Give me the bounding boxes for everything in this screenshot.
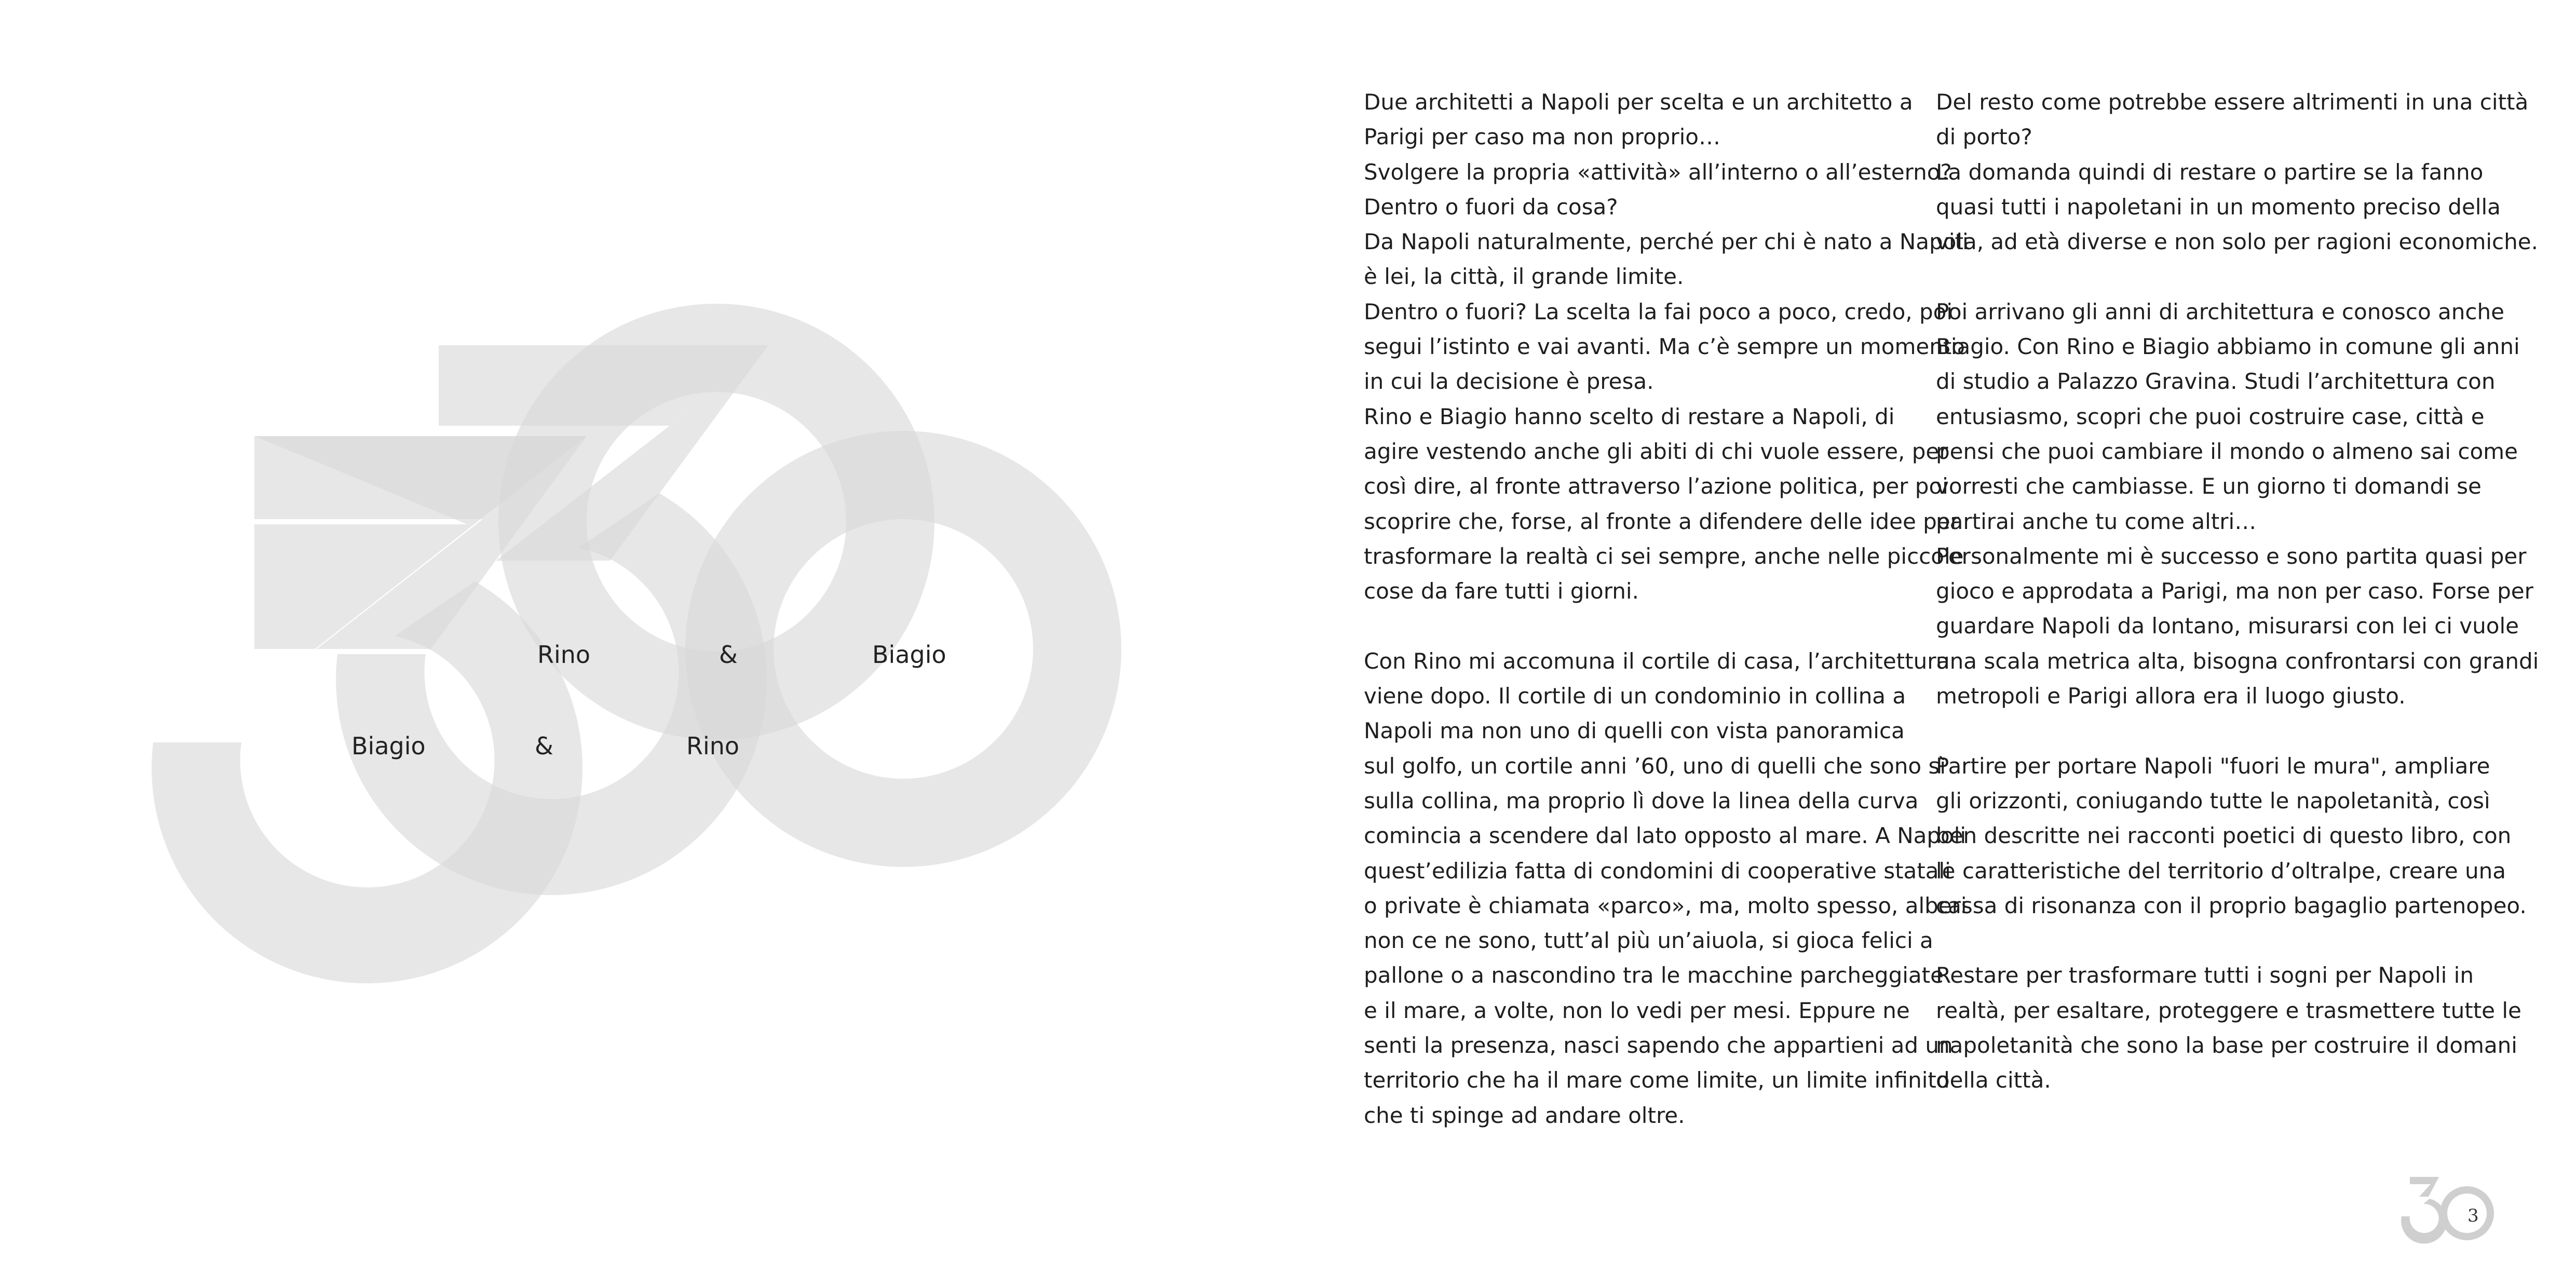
logo-word-biagio-2: Biagio [351,732,426,760]
text-line: vita, ad età diverse e non solo per ragioni economiche. [1936,229,2538,255]
folio-30-logo [2398,1176,2502,1249]
text-line: sul golfo, un cortile anni ’60, uno di quelli che sono sì [1364,753,1946,779]
text-line: le caratteristiche del territorio d’oltralpe, creare una [1936,858,2506,884]
text-line: viene dopo. Il cortile di un condominio in collina a [1364,683,1906,709]
text-line: Due architetti a Napoli per scelta e un architetto a [1364,89,1913,115]
text-line: una scala metrica alta, bisogna confrontarsi con grandi [1936,648,2539,674]
text-line: comincia a scendere dal lato opposto al mare. A Napoli [1364,823,1967,849]
text-line: partirai anche tu come altri… [1936,508,2257,534]
logo-word-ampersand-1: & [719,641,738,669]
page-number: 3 [2467,1205,2479,1226]
text-line: sulla collina, ma proprio lì dove la linea della curva [1364,788,1919,814]
text-line: La domanda quindi di restare o partire se la fanno [1936,159,2484,185]
text-line: Personalmente mi è successo e sono partita quasi per [1936,543,2527,569]
logo-330-graphic [0,0,1246,1038]
text-line: di studio a Palazzo Gravina. Studi l’architettura con [1936,369,2496,395]
text-line: Restare per trasformare tutti i sogni per Napoli in [1936,962,2474,988]
text-line: Parigi per caso ma non proprio… [1364,124,1720,150]
text-column-left [1364,85,1969,1133]
text-line: segui l’istinto e vai avanti. Ma c’è sempre un momento [1364,334,1965,360]
text-line: ben descritte nei racconti poetici di questo libro, con [1936,823,2512,849]
text-line: Svolgere la propria «attività» all’interno o all’esterno? [1364,159,1952,185]
text-line [1936,259,2539,294]
text-line: quasi tutti i napoletani in un momento preciso della [1936,194,2501,220]
text-line [1936,713,2539,748]
text-line: che ti spinge ad andare oltre. [1364,1102,1685,1128]
text-line: Napoli ma non uno di quelli con vista panoramica [1364,718,1905,744]
text-line: cassa di risonanza con il proprio bagaglio partenopeo. [1936,892,2527,918]
text-line: Dentro o fuori? La scelta la fai poco a poco, credo, poi [1364,299,1953,324]
text-line: e il mare, a volte, non lo vedi per mesi. Eppure ne [1364,997,1910,1023]
text-line: è lei, la città, il grande limite. [1364,264,1684,290]
text-line [1936,923,2539,958]
text-column-right [1936,85,2539,1098]
text-line: Del resto come potrebbe essere altrimenti in una città [1936,89,2529,115]
text-line: trasformare la realtà ci sei sempre, anche nelle piccole [1364,543,1964,569]
logo-word-ampersand-2: & [535,732,553,760]
logo-word-rino-2: Rino [686,732,740,760]
text-line: in cui la decisione è presa. [1364,369,1654,395]
text-line: Con Rino mi accomuna il cortile di casa, l’architettura [1364,648,1950,674]
text-line: Partire per portare Napoli "fuori le mura", ampliare [1936,753,2490,779]
text-line: o private è chiamata «parco», ma, molto spesso, alberi [1364,892,1967,918]
text-line: Poi arrivano gli anni di architettura e conosco anche [1936,299,2504,324]
text-line: della città. [1936,1067,2051,1093]
text-line: Rino e Biagio hanno scelto di restare a Napoli, di [1364,403,1895,429]
logo-word-rino-1: Rino [537,641,591,669]
text-line: realtà, per esaltare, proteggere e trasmettere tutte le [1936,997,2521,1023]
text-line: Da Napoli naturalmente, perché per chi è nato a Napoli [1364,229,1969,255]
text-line: di porto? [1936,124,2032,150]
text-line [1364,608,1969,643]
text-line: così dire, al fronte attraverso l’azione politica, per poi [1364,473,1948,499]
text-line: scoprire che, forse, al fronte a difendere delle idee per [1364,508,1959,534]
text-line: gli orizzonti, coniugando tutte le napoletanità, così [1936,788,2490,814]
text-line: Dentro o fuori da cosa? [1364,194,1618,220]
text-line: cose da fare tutti i giorni. [1364,578,1639,604]
text-line: metropoli e Parigi allora era il luogo giusto. [1936,683,2406,709]
text-line: senti la presenza, nasci sapendo che appartieni ad un [1364,1033,1953,1059]
text-line: gioco e approdata a Parigi, ma non per caso. Forse per [1936,578,2533,604]
text-line: territorio che ha il mare come limite, un limite infinito [1364,1067,1950,1093]
text-line: non ce ne sono, tutt’al più un’aiuola, si gioca felici a [1364,928,1933,954]
text-line: guardare Napoli da lontano, misurarsi con lei ci vuole [1936,613,2519,639]
text-line: pensi che puoi cambiare il mondo o almeno sai come [1936,438,2518,464]
text-line: pallone o a nascondino tra le macchine parcheggiate [1364,962,1944,988]
text-line: entusiasmo, scopri che puoi costruire case, città e [1936,403,2485,429]
text-line: napoletanità che sono la base per costruire il domani [1936,1033,2517,1059]
text-line: quest’edilizia fatta di condomini di cooperative statali [1364,858,1951,884]
logo-word-biagio-1: Biagio [872,641,946,669]
text-line: vorresti che cambiasse. E un giorno ti domandi se [1936,473,2482,499]
text-line: Biagio. Con Rino e Biagio abbiamo in comune gli anni [1936,334,2520,360]
text-line: agire vestendo anche gli abiti di chi vuole essere, per [1364,438,1948,464]
